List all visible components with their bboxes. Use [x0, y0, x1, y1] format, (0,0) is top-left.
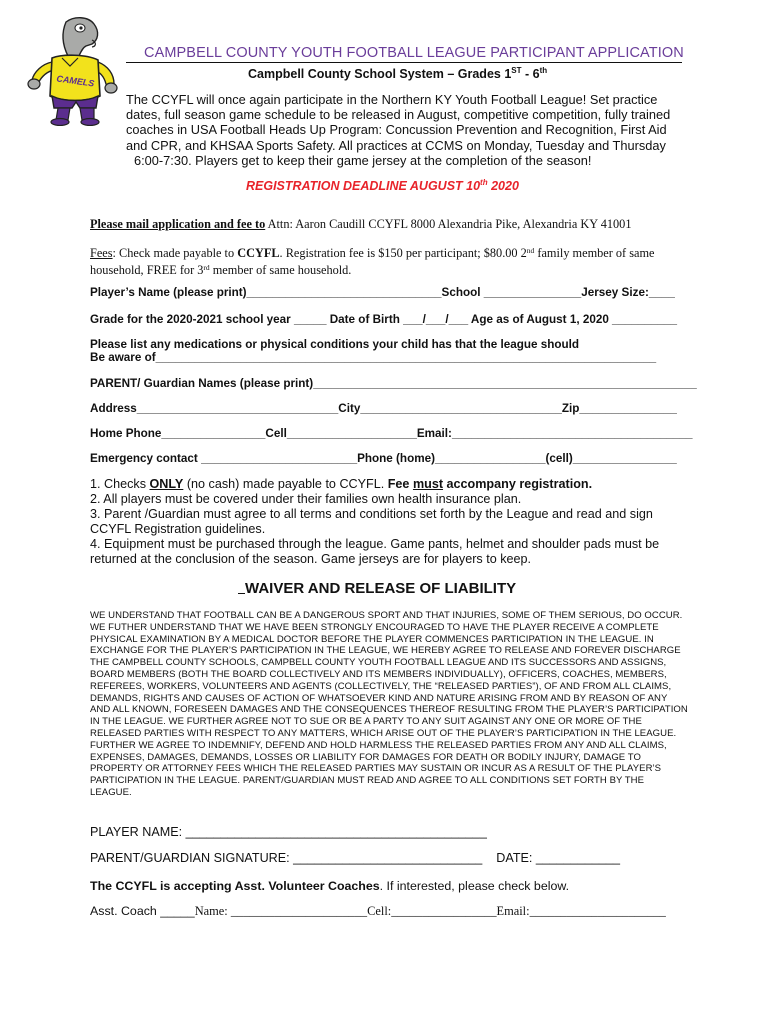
fees-paragraph: Fees: Check made payable to CCYFL. Registration fee is $150 per participant; $80.00 2nd family member of same household, FREE for 3rd member of same household. — [90, 246, 655, 277]
mail-label: Please mail application and fee to — [90, 217, 266, 231]
player-name-field[interactable]: PLAYER NAME: ___________________________________________ — [90, 825, 487, 839]
mail-instructions: Please mail application and fee to Attn: Aaron Caudill CCYFL 8000 Alexandria Pike, Alexandria KY 41001 — [90, 217, 632, 231]
parent-names-line[interactable]: PARENT/ Guardian Names (please print)___________________________________________________________ — [90, 377, 697, 390]
volunteer-coaches-note: The CCYFL is accepting Asst. Volunteer Coaches. If interested, please check below. — [90, 879, 570, 893]
rule-4: 4. Equipment must be purchased through the league. Game pants, helmet and shoulder pads must be returned at the conclusion of the season. Game jerseys are for players to keep. — [90, 537, 660, 566]
intro-last-line: 6:00-7:30. Players get to keep their game jersey at the completion of the season! — [134, 152, 592, 168]
coach-contact-fields[interactable]: Name: ______________________Cell:_________________Email:______________________ — [194, 904, 666, 918]
intro-paragraph — [126, 92, 674, 168]
rule-2: 2. All players must be covered under their families own health insurance plan. — [90, 492, 522, 506]
player-info-line[interactable]: Player’s Name (please print)______________________________School _______________Jersey Size:____ — [90, 286, 675, 299]
date-field[interactable]: DATE: ____________ — [496, 851, 620, 865]
parent-signature-row[interactable] — [90, 851, 620, 865]
rule-3: 3. Parent /Guardian must agree to all terms and conditions set forth by the League and read and sign CCYFL Registration guidelines. — [90, 507, 653, 536]
camels-mascot-logo — [22, 14, 122, 126]
mascot-jersey-text: CAMELS — [55, 73, 95, 89]
waiver-title: WAIVER AND RELEASE OF LIABILITY — [238, 580, 516, 597]
registration-deadline: REGISTRATION DEADLINE AUGUST 10th 2020 — [246, 178, 519, 193]
form-subtitle: Campbell County School System – Grades 1ST - 6th — [248, 66, 548, 81]
asst-coach-row[interactable] — [90, 904, 666, 919]
emergency-contact-line[interactable]: Emergency contact ________________________Phone (home)_________________(cell)________________ — [90, 452, 677, 465]
fees-label: Fees — [90, 246, 113, 260]
waiver-text: WE UNDERSTAND THAT FOOTBALL CAN BE A DANGEROUS SPORT AND THAT INJURIES, SOME OF THEM SERIOUS, DO OCCUR. WE FUTHER UNDERSTAND THAT WE HAVE BEEN STRONGLY ENCOURAGED TO HAVE THE PLAYER RECEIVE A COMPLETE PHYSICAL EXAMINATION BY A MEDICAL DOCTOR BEFORE THE PLAYER COMMENCES PARTICIPATION IN THE LEAGUE. IN EXCHANGE FOR THE PLAYER’S PARTICIPATION IN THE LEAGUE, WE HEREBY AGREE TO RELEASE AND FOREVER DISCHARGE THE CAMPBELL COUNTY SCHOOLS, CAMPBELL COUNTY YOUTH FOOTBALL LEAGUE AND ITS SUCCESSORS AND ASSIGNS, BOARD MEMBERS (BOTH THE BOARD COLLECTIVELY AND ITS MEMBERS INDIVIDUALLY), OFFICERS, COACHES, MEMBERS, REFEREES, WORKERS, VOLUNTEERS AND AGENTS (COLLECTIVELY, THE “RELEASED PARTIES”), OF AND FROM ALL CLAIMS, DEMANDS, RIGHTS AND CAUSES OF ACTION OF WHATSOEVER KIND AND NATURE ARISING FROM AND BY REASON OF ANY AND ALL KNOWN, FORESEEN DAMAGES AND THE CONSEQUENCES THEREOF RESULTING FROM THE PLAYER’S PARTICIPATION IN THE LEAGUE. WE FURTHER AGREE NOT TO SUE OR BE A PARTY TO ANY SUIT AGAINST ANY ONE OR MORE OF THE RELEASED PARTIES WITH RESPECT TO ANY MATTERS, WHICH ARISE OUT OF THE PLAYER’S PARTICIPATION IN THE LEAGUE. FURTHER WE AGREE TO INDEMNIFY, DEFEND AND HOLD HARMLESS THE RELEASED PARTIES FROM ANY AND ALL CLAIMS, EXPENSES, DAMAGES, DEMANDS, LOSSES OR LIABILITY FOR DAMAGES FOR DEATH OR BODILY INJURY, DAMAGE TO PROPERTY OR ATTORNEY FEES WHICH THE RELEASED PARTIES MAY SUSTAIN OR INCUR AS A RESULT OF THE PLAYER’S PARTICIPATION IN THE LEAGUE. PARENT/GUARDIAN MUST READ AND AGREE TO ALL CONDITIONS SET FORTH BY THE LEAGUE. — [90, 610, 688, 798]
title-divider — [126, 62, 682, 63]
rule-1: 1. Checks ONLY (no cash) made payable to CCYFL. Fee must accompany registration. — [90, 477, 593, 491]
rules-list — [90, 477, 690, 567]
address-line[interactable]: Address_______________________________City_______________________________Zip_______________ — [90, 402, 677, 415]
form-title: CAMPBELL COUNTY YOUTH FOOTBALL LEAGUE PARTICIPANT APPLICATION — [144, 45, 684, 61]
intro-body: The CCYFL will once again participate in the Northern KY Youth Football League! Set practice dates, full season game schedule to be released in August, competitive competition, fully trained coaches in USA Football Heads Up Program: Concussion Prevention and Recognition, First Aid and CPR, and KHSAA Sports Safety. All practices at CCMS on Monday, Tuesday and Thursday — [126, 92, 671, 153]
parent-signature-field[interactable]: PARENT/GUARDIAN SIGNATURE: ___________________________ — [90, 851, 483, 865]
asst-coach-checkbox-line[interactable]: Asst. Coach _____ — [90, 904, 195, 918]
phone-email-line[interactable]: Home Phone________________Cell____________________Email:_____________________________________ — [90, 427, 693, 440]
medical-conditions-field[interactable]: Be aware of_____________________________________________________________________________ — [90, 351, 657, 364]
medical-conditions-prompt: Please list any medications or physical conditions your child has that the league should — [90, 338, 580, 351]
grade-dob-line[interactable]: Grade for the 2020-2021 school year _____ Date of Birth ___/___/___ Age as of August 1, 2020 __________ — [90, 313, 678, 326]
